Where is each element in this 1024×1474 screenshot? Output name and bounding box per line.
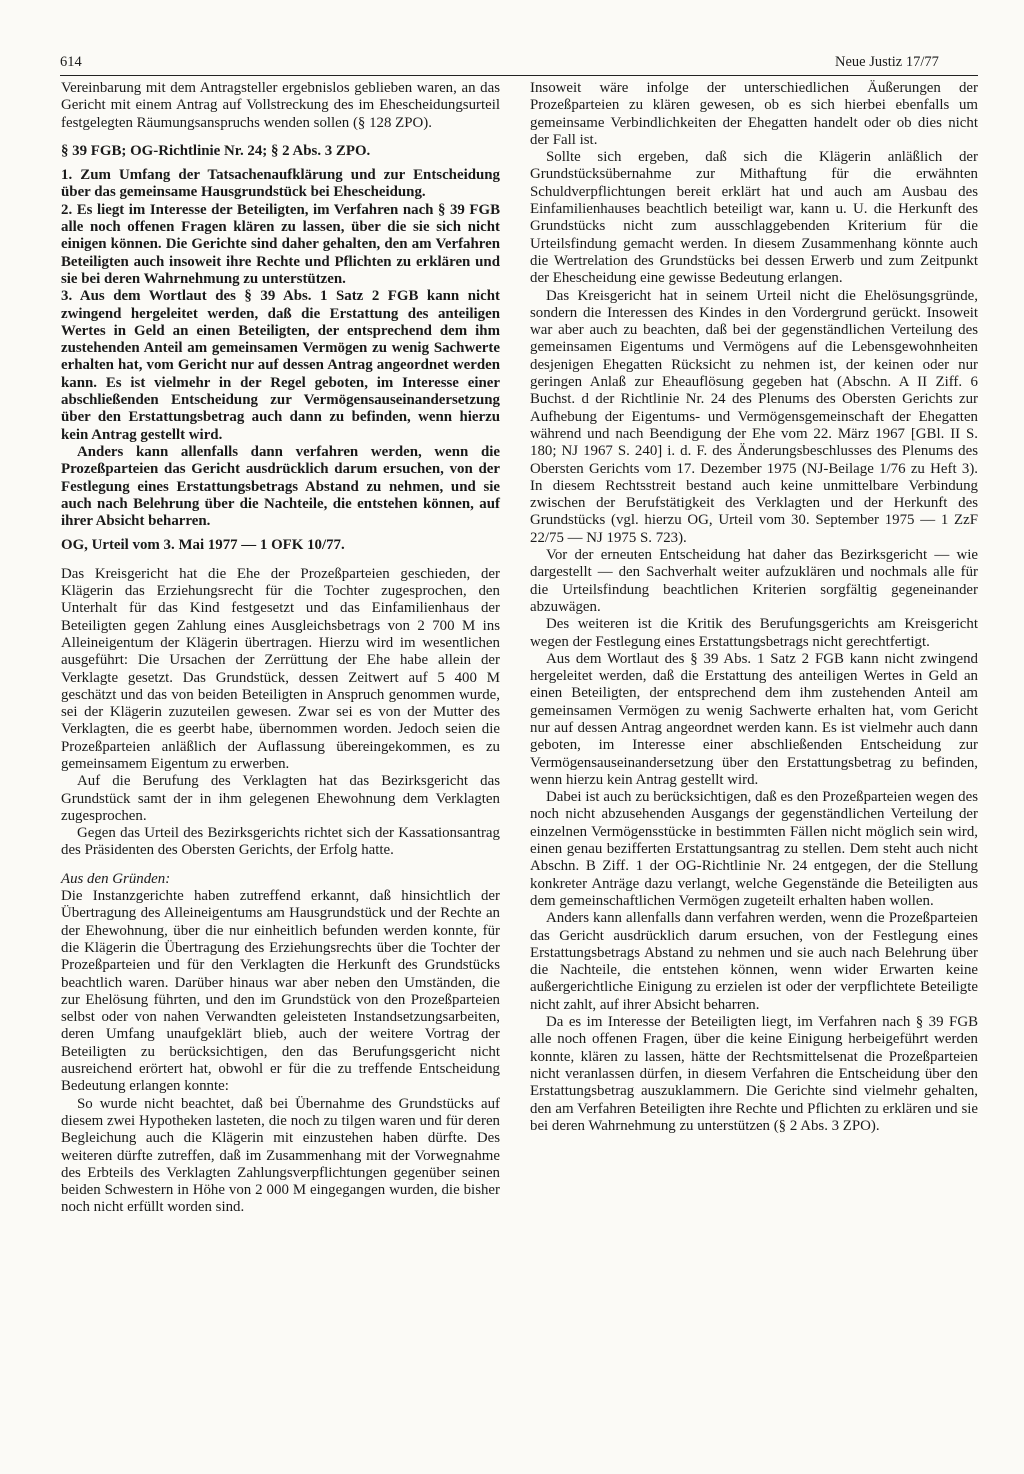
body-paragraph-7: Dabei ist auch zu berücksichtigen, daß es den Prozeßparteien wegen des noch nicht abzusehenden Ausgangs der gegenständlichen Verteilung der einzelnen Vermögensstücke in bestimmten Fällen nicht möglich sein wird, einen genau bezifferten Erstattungsantrag zu stellen. Dem steht auch nicht Abschn. B Ziff. 1 der OG-Richtlinie Nr. 24 entgegen, der die Stellung konkreter Anträge dazu verlangt, welche Gegenstände die Beteiligten aus dem gemeinschaftlichen Vermögen zugeteilt erhalten haben wollen. [530,789,978,909]
body-paragraph-1: Insoweit wäre infolge der unterschiedlichen Äußerungen der Prozeßparteien zu klären gewesen, ob es sich hierbei ebenfalls um gemeinsame Verbindlichkeiten der Ehegatten handelt oder ob dies nicht der Fall ist. [530,80,978,148]
reasons-paragraph-1: Die Instanzgerichte haben zutreffend erkannt, daß hinsichtlich der Übertragung des Alleineigentums am Hausgrundstück und der Rechte an der Ehewohnung, über die nur einheitlich befunden werden konnte, für die Klägerin die Übertragung des Erziehungsrechts über die Tochter der Prozeßparteien und für den Verklagten die Herkunft des Grundstücks beachtlich waren. Darüber hinaus war aber neben den Umständen, die zur Ehelösung führten, und den im Grundstück von den Prozeßparteien selbst oder von nahen Verwandten geleisteten Instandsetzungsarbeiten, deren Umfang unaufgeklärt blieb, auch der weitere Vortrag der Beteiligten zu berücksichtigen, den das Berufungsgericht nicht ausreichend erörtert hat, obwohl er für die zu treffende Entscheidung Bedeutung erlangen konnte: [61,888,500,1095]
court-citation: OG, Urteil vom 3. Mai 1977 — 1 OFK 10/77. [61,537,345,554]
body-paragraph-6: Aus dem Wortlaut des § 39 Abs. 1 Satz 2 FGB kann nicht zwingend hergeleitet werden, daß die Erstattung des anteiligen Wertes in Geld an einen Beteiligten, der entsprechend dem ihm zustehenden Anteil am gemeinsamen Vermögen zu wenig Sachwerte erhalten hat, vom Gericht nur auf dessen Antrag angeordnet werden kann. Es ist vielmehr auch dann geboten, im Interesse einer abschließenden Entscheidung zur Vermögensauseinandersetzung über den Erstattungsbetrag zu befinden, wenn hierzu kein Antrag gestellt wird. [530,650,978,788]
appeal-paragraph: Auf die Berufung des Verklagten hat das Bezirksgericht das Grundstück samt der in ihm gelegenen Ehewohnung dem Verklagten zugesprochen. [61,773,500,824]
page-number: 614 [60,54,82,70]
facts-paragraph: Das Kreisgericht hat die Ehe der Prozeßparteien geschieden, der Klägerin das Erziehungsrecht für die Tochter zugesprochen, den Unterhalt für das Kind festgesetzt und das Einfamilienhaus der Beteiligten gegen Zahlung eines Ausgleichsbetrags von 2 700 M ins Alleineigentum der Klägerin übertragen. Hierzu wird im wesentlichen ausgeführt: Die Ursachen der Zerrüttung der Ehe habe allein der Verklagte gesetzt. Das Grundstück, dessen Zeitwert auf 5 400 M geschätzt und das von beiden Beteiligten in Anspruch genommen wurde, sei der Klägerin zuzuteilen gewesen. Zwar sei es von der Mutter des Verklagten, die es geerbt habe, übernommen worden. Jedoch seien die Prozeßparteien anläßlich der Auflassung übereingekommen, es zu gemeinsamem Eigentum zu erwerben. [61,565,500,772]
left-column [61,80,500,1217]
intro-paragraph: Vereinbarung mit dem Antragsteller ergebnislos geblieben waren, an das Gericht mit einem Antrag auf Vollstreckung des im Ehescheidungsurteil festgelegten Räumungsanspruchs wenden sollen (§ 128 ZPO). [61,80,500,131]
header-rule [60,75,978,76]
lead-sentence-3: 3. Aus dem Wortlaut des § 39 Abs. 1 Satz 2 FGB kann nicht zwingend hergeleitet werden, daß die Erstattung des anteiligen Wertes in Geld an einen Beteiligten, der entsprechend dem ihm zustehenden Anteil am gemeinsamen Vermögen zu wenig Sachwerte erhalten hat, vom Gericht nur auf dessen Antrag angeordnet werden kann. Es ist vielmehr in der Regel geboten, im Interesse einer abschließenden Entscheidung zur Vermögensauseinandersetzung über den Erstattungsbetrag auch dann zu befinden, wenn hierzu kein Antrag gestellt wird. [61,288,500,443]
lead-sentence-1: 1. Zum Umfang der Tatsachenaufklärung und zur Entscheidung über das gemeinsame Hausgrundstück bei Ehescheidung. [61,167,500,201]
body-paragraph-9: Da es im Interesse der Beteiligten liegt, im Verfahren nach § 39 FGB alle noch offenen Fragen, über die keine Einigung herbeigeführt werden konnte, klären zu lassen, hätte der Rechtsmittelsenat die Prozeßparteien nicht veranlassen dürfen, in diesem Verfahren die Entscheidung über den Erstattungsbetrag auszuklammern. Die Gerichte sind vielmehr gehalten, den am Verfahren Beteiligten ihre Rechte und Pflichten zu erklären und sie bei deren Wahrnehmung zu unterstützen (§ 2 Abs. 3 ZPO). [530,1014,978,1134]
body-paragraph-2: Sollte sich ergeben, daß sich die Klägerin anläßlich der Grundstücksübernahme zur Mithaftung für die erwähnten Schuldverpflichtungen bereit erklärt hat und auch am Ausbau des Einfamilienhauses beachtlich beteiligt war, kann u. U. die Herkunft des Grundstücks nicht zum ausschlaggebenden Kriterium für die Urteilsfindung gemacht werden. In diesem Zusammenhang könnte auch die Wertrelation des Grundstücks bei dessen Erwerb und zum Zeitpunkt der Ehescheidung eine gewisse Bedeutung erlangen. [530,149,978,287]
section-heading: § 39 FGB; OG-Richtlinie Nr. 24; § 2 Abs. 3 ZPO. [61,142,371,159]
lead-sentence-2: 2. Es liegt im Interesse der Beteiligten, im Verfahren nach § 39 FGB alle noch offenen Fragen klären zu lassen, über die sie sich nicht einigen können. Die Gerichte sind daher gehalten, den am Verfahren Beteiligten auch insoweit ihre Rechte und Pflichten zu erklären und sie bei deren Wahrnehmung zu unterstützen. [61,201,500,287]
body-paragraph-3: Das Kreisgericht hat in seinem Urteil nicht die Ehelösungsgründe, sondern die Interessen des Kindes in den Vordergrund gerückt. Insoweit war aber auch zu beachten, daß bei der gegenständlichen Verteilung des gemeinsamen Eigentums und Vermögens auf die Lebensgewohnheiten desjenigen Ehegatten Rücksicht zu nehmen ist, der keinen oder nur geringen Anlaß zur Eheauflösung gegeben hat (Abschn. A II Ziff. 6 Buchst. d der Richtlinie Nr. 24 des Plenums des Obersten Gerichts zur Aufhebung der Eigentums- und Vermögensgemeinschaft der Ehegatten während und nach Beendigung der Ehe vom 22. März 1967 [GBl. II S. 180; NJ 1967 S. 240] i. d. F. des Änderungsbeschlusses des Plenums des Obersten Gerichts vom 17. Dezember 1975 (NJ-Beilage 1/76 zu Heft 3). In diesem Rechtsstreit bestand auch keine unmittelbare Verbindung zwischen der Berufstätigkeit des Verklagten und der Herkunft des Grundstücks (vgl. hierzu OG, Urteil vom 30. September 1975 — 1 ZzF 22/75 — NJ 1975 S. 723). [530,287,978,546]
body-paragraph-4: Vor der erneuten Entscheidung hat daher das Bezirksgericht — wie dargestellt — den Sachverhalt weiter aufzuklären und nochmals alle für die Urteilsfindung beachtlichen Kriterien sorgfältig gegeneinander abzuwägen. [530,547,978,615]
body-paragraph-5: Des weiteren ist die Kritik des Berufungsgerichts am Kreisgericht wegen der Festlegung eines Erstattungsbetrags nicht gerechtfertigt. [530,616,978,650]
cassation-paragraph: Gegen das Urteil des Bezirksgerichts richtet sich der Kassationsantrag des Präsidenten des Obersten Gerichts, der Erfolg hatte. [61,825,500,859]
journal-title: Neue Justiz 17/77 [835,54,939,70]
reasons-heading: Aus den Gründen: [61,870,171,887]
right-column [530,80,978,1135]
reasons-paragraph-2: So wurde nicht beachtet, daß bei Übernahme des Grundstücks auf diesem zwei Hypotheken lasteten, die noch zu tilgen waren und für deren Begleichung auch die Klägerin mit einzustehen haben dürfte. Des weiteren dürfte zutreffen, daß im Zusammenhang mit der Vorwegnahme des Erbteils des Verklagten Zahlungsverpflichtungen gegenüber seinen beiden Schwestern in Höhe von 2 000 M eingegangen wurden, die bisher noch nicht erfüllt worden sind. [61,1095,500,1216]
lead-sentence-4: Anders kann allenfalls dann verfahren werden, wenn die Prozeßparteien das Gericht ausdrücklich darum ersuchen, von der Festlegung eines Erstattungsbetrags Abstand zu nehmen, und sie auch nach Belehrung über die Nachteile, die entstehen können, auf ihrer Absicht beharren. [61,443,500,530]
body-paragraph-8: Anders kann allenfalls dann verfahren werden, wenn die Prozeßparteien das Gericht ausdrücklich darum ersuchen, von der Festlegung eines Erstattungsbetrags Abstand zu nehmen und sie auch nach Belehrung über die Nachteile, die entstehen können, wenn wider Erwarten keine außergerichtliche Einigung zu erzielen ist oder der verpflichtete Beteiligte nicht zahlt, auf ihrer Absicht beharren. [530,910,978,1013]
